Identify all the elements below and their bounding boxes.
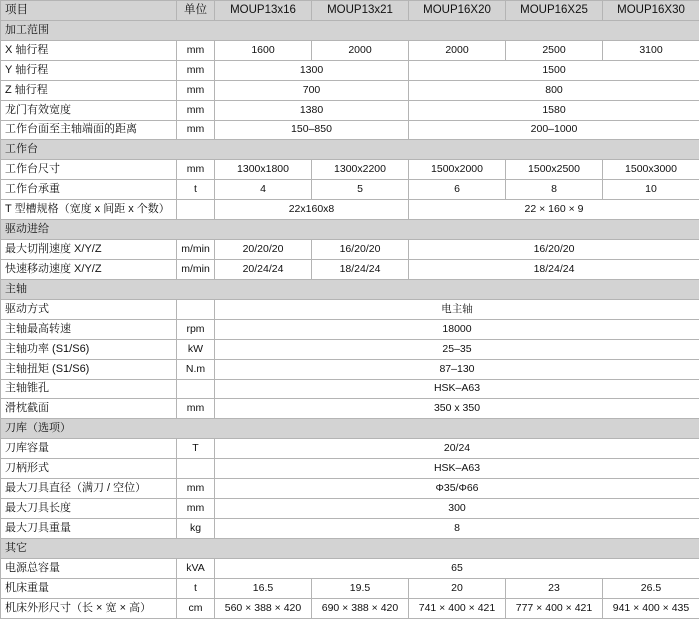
spec-value: 941 × 400 × 435 [603, 598, 699, 618]
spec-value: 5 [312, 180, 409, 200]
spec-label: T 型槽规格（宽度 x 间距 x 个数） [1, 200, 177, 220]
spec-row [1, 578, 699, 598]
spec-label: 最大刀具长度 [1, 499, 177, 519]
spec-unit [177, 379, 215, 399]
section-row [1, 140, 699, 160]
spec-label: 主轴锥孔 [1, 379, 177, 399]
spec-row [1, 240, 699, 260]
spec-value: 1300 [215, 60, 409, 80]
section-title: 其它 [1, 538, 699, 558]
spec-value: HSK–A63 [215, 459, 699, 479]
spec-unit: mm [177, 60, 215, 80]
spec-unit: mm [177, 499, 215, 519]
header-model: MOUP16X20 [409, 1, 506, 21]
spec-row [1, 379, 699, 399]
spec-label: Y 轴行程 [1, 60, 177, 80]
spec-value: 1380 [215, 100, 409, 120]
spec-value: 26.5 [603, 578, 699, 598]
spec-unit: mm [177, 120, 215, 140]
spec-row [1, 100, 699, 120]
spec-row [1, 200, 699, 220]
spec-label: X 轴行程 [1, 40, 177, 60]
header-unit: 单位 [177, 1, 215, 21]
spec-row [1, 399, 699, 419]
section-title: 驱动进给 [1, 220, 699, 240]
spec-label: 龙门有效宽度 [1, 100, 177, 120]
spec-unit [177, 299, 215, 319]
spec-value: 19.5 [312, 578, 409, 598]
spec-value: 20/20/20 [215, 240, 312, 260]
spec-value: 20/24/24 [215, 259, 312, 279]
spec-row [1, 319, 699, 339]
spec-unit: N.m [177, 359, 215, 379]
header-model: MOUP13x21 [312, 1, 409, 21]
spec-unit: m/min [177, 259, 215, 279]
spec-value: 3100 [603, 40, 699, 60]
section-row [1, 419, 699, 439]
spec-unit: kg [177, 518, 215, 538]
spec-value: 18/24/24 [409, 259, 699, 279]
spec-label: 驱动方式 [1, 299, 177, 319]
section-row [1, 279, 699, 299]
spec-value: 2000 [409, 40, 506, 60]
spec-value: 2500 [506, 40, 603, 60]
section-row [1, 538, 699, 558]
spec-row [1, 499, 699, 519]
spec-row [1, 598, 699, 618]
spec-row [1, 459, 699, 479]
spec-value: 777 × 400 × 421 [506, 598, 603, 618]
spec-row [1, 80, 699, 100]
spec-unit: m/min [177, 240, 215, 260]
spec-label: 快速移动速度 X/Y/Z [1, 259, 177, 279]
spec-value: 150–850 [215, 120, 409, 140]
spec-value: 560 × 388 × 420 [215, 598, 312, 618]
spec-value: 23 [506, 578, 603, 598]
spec-value: 2000 [312, 40, 409, 60]
spec-value: 1500 [409, 60, 699, 80]
spec-value: 300 [215, 499, 699, 519]
spec-value: 18/24/24 [312, 259, 409, 279]
spec-unit: mm [177, 100, 215, 120]
header-item: 项目 [1, 1, 177, 21]
spec-unit: t [177, 180, 215, 200]
spec-table-body [1, 1, 699, 619]
spec-value: 16/20/20 [409, 240, 699, 260]
spec-row [1, 518, 699, 538]
spec-unit: cm [177, 598, 215, 618]
spec-unit: rpm [177, 319, 215, 339]
spec-value: 20/24 [215, 439, 699, 459]
spec-value: 800 [409, 80, 699, 100]
spec-value: 16/20/20 [312, 240, 409, 260]
spec-value: 200–1000 [409, 120, 699, 140]
spec-label: 工作台面至主轴端面的距离 [1, 120, 177, 140]
spec-unit: mm [177, 479, 215, 499]
spec-unit: kW [177, 339, 215, 359]
spec-unit [177, 200, 215, 220]
spec-value: 700 [215, 80, 409, 100]
spec-row [1, 359, 699, 379]
spec-row [1, 558, 699, 578]
section-title: 主轴 [1, 279, 699, 299]
spec-value: HSK–A63 [215, 379, 699, 399]
spec-row [1, 180, 699, 200]
spec-value: 1300x1800 [215, 160, 312, 180]
spec-unit: mm [177, 40, 215, 60]
section-title: 工作台 [1, 140, 699, 160]
spec-row [1, 259, 699, 279]
spec-value: 22 × 160 × 9 [409, 200, 699, 220]
spec-label: 滑枕截面 [1, 399, 177, 419]
spec-label: 工作台承重 [1, 180, 177, 200]
spec-label: 机床重量 [1, 578, 177, 598]
spec-label: 电源总容量 [1, 558, 177, 578]
spec-value: 1500x3000 [603, 160, 699, 180]
spec-value: 1300x2200 [312, 160, 409, 180]
header-model: MOUP16X30 [603, 1, 699, 21]
spec-value: 65 [215, 558, 699, 578]
spec-value: 87–130 [215, 359, 699, 379]
spec-value: 20 [409, 578, 506, 598]
spec-row [1, 120, 699, 140]
spec-value: 电主轴 [215, 299, 699, 319]
spec-value: 4 [215, 180, 312, 200]
spec-unit [177, 459, 215, 479]
spec-unit: t [177, 578, 215, 598]
spec-label: 最大切削速度 X/Y/Z [1, 240, 177, 260]
spec-row [1, 479, 699, 499]
spec-value: 350 x 350 [215, 399, 699, 419]
spec-label: 最大刀具直径（满刀 / 空位） [1, 479, 177, 499]
header-row [1, 1, 699, 21]
spec-label: 刀库容量 [1, 439, 177, 459]
spec-value: 8 [215, 518, 699, 538]
spec-row [1, 60, 699, 80]
spec-row [1, 160, 699, 180]
spec-label: Z 轴行程 [1, 80, 177, 100]
spec-value: 16.5 [215, 578, 312, 598]
header-model: MOUP13x16 [215, 1, 312, 21]
spec-row [1, 40, 699, 60]
spec-value: 1500x2000 [409, 160, 506, 180]
spec-value: Φ35/Φ66 [215, 479, 699, 499]
spec-value: 6 [409, 180, 506, 200]
spec-label: 刀柄形式 [1, 459, 177, 479]
spec-value: 1600 [215, 40, 312, 60]
spec-label: 主轴最高转速 [1, 319, 177, 339]
section-row [1, 220, 699, 240]
spec-unit: T [177, 439, 215, 459]
spec-value: 22x160x8 [215, 200, 409, 220]
spec-row [1, 439, 699, 459]
spec-value: 741 × 400 × 421 [409, 598, 506, 618]
spec-label: 最大刀具重量 [1, 518, 177, 538]
spec-unit: mm [177, 80, 215, 100]
spec-label: 机床外形尺寸（长 × 宽 × 高） [1, 598, 177, 618]
spec-row [1, 299, 699, 319]
spec-value: 18000 [215, 319, 699, 339]
spec-unit: mm [177, 399, 215, 419]
spec-value: 8 [506, 180, 603, 200]
spec-value: 10 [603, 180, 699, 200]
spec-value: 690 × 388 × 420 [312, 598, 409, 618]
spec-row [1, 339, 699, 359]
section-title: 刀库（选项） [1, 419, 699, 439]
section-title: 加工范围 [1, 20, 699, 40]
spec-value: 1500x2500 [506, 160, 603, 180]
spec-label: 主轴扭矩 (S1/S6) [1, 359, 177, 379]
spec-unit: kVA [177, 558, 215, 578]
spec-label: 主轴功率 (S1/S6) [1, 339, 177, 359]
spec-unit: mm [177, 160, 215, 180]
header-model: MOUP16X25 [506, 1, 603, 21]
section-row [1, 20, 699, 40]
spec-value: 1580 [409, 100, 699, 120]
spec-label: 工作台尺寸 [1, 160, 177, 180]
spec-value: 25–35 [215, 339, 699, 359]
